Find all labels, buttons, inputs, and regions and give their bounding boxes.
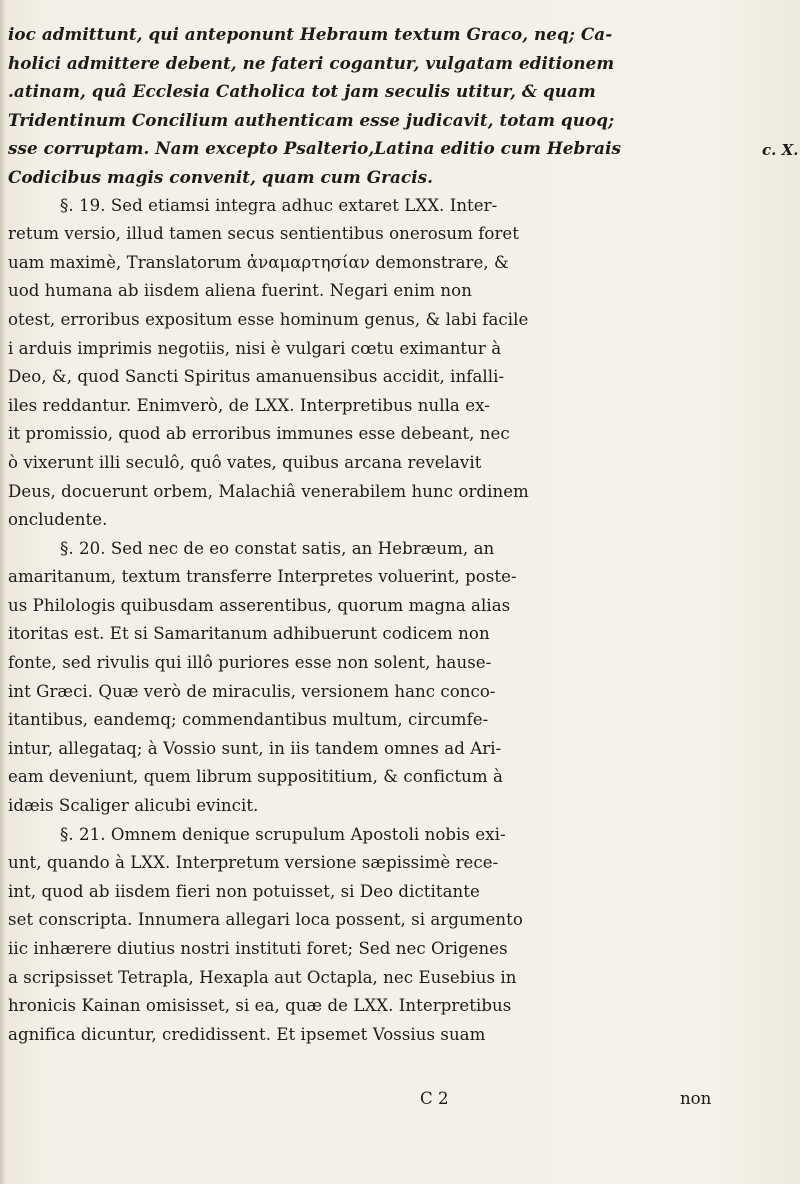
text-line: it promissio, quod ab erroribus immunes esse debeant, nec: [8, 424, 510, 444]
text-line: set conscripta. Innumera allegari loca possent, si argumento: [8, 910, 523, 930]
signature-mark: C 2: [420, 1089, 449, 1108]
text-line: Deus, docuerunt orbem, Malachiâ venerabilem hunc ordinem: [8, 481, 529, 501]
text-line: Codicibus magis convenit, quam cum Gracis.: [8, 166, 434, 187]
margin-note: c. X.: [762, 141, 799, 159]
text-line: §. 20. Sed nec de eo constat satis, an Hebræum, an: [60, 538, 495, 558]
text-line: uod humana ab iisdem aliena fuerint. Negari enim non: [8, 281, 472, 301]
text-line: .atinam, quâ Ecclesia Catholica tot jam seculis utitur, & quam: [8, 81, 596, 102]
text-line: retum versio, illud tamen secus sentientibus onerosum foret: [8, 224, 520, 244]
text-line: i arduis imprimis negotiis, nisi è vulgari cœtu eximantur à: [8, 338, 502, 358]
text-line: idæis Scaliger alicubi evincit.: [8, 796, 259, 816]
text-line: otest, erroribus expositum esse hominum genus, & labi facile: [8, 309, 529, 329]
text-line: Deo, &, quod Sancti Spiritus amanuensibus accidit, infalli-: [8, 367, 505, 387]
text-line: itantibus, eandemq; commendantibus multum, circumfe-: [8, 710, 489, 730]
text-line: int, quod ab iisdem fieri non potuisset, si Deo dictitante: [8, 881, 480, 901]
text-line: iic inhærere diutius nostri instituti foret; Sed nec Origenes: [8, 939, 508, 958]
page-gutter-shadow: [0, 0, 6, 1184]
text-line: ioc admittunt, qui anteponunt Hebraum textum Graco, neq; Ca-: [8, 24, 613, 44]
text-line: §. 21. Omnem denique scrupulum Apostoli nobis exi-: [60, 824, 506, 844]
text-line: a scripsisset Tetrapla, Hexapla aut Octapla, nec Eusebius in: [8, 967, 517, 987]
text-line: §. 19. Sed etiamsi integra adhuc extaret LXX. Inter-: [60, 195, 498, 215]
text-line: holici admittere debent, ne fateri cogantur, vulgatam editionem: [8, 52, 615, 73]
text-line: fonte, sed rivulis qui illô puriores esse non solent, hause-: [8, 653, 492, 673]
text-line: oncludente.: [8, 510, 108, 530]
text-line: ò vixerunt illi seculô, quô vates, quibus arcana revelavit: [8, 452, 482, 472]
text-line: us Philologis quibusdam asserentibus, quorum magna alias: [8, 595, 511, 615]
text-line: eam deveniunt, quem librum supposititium, & confictum à: [8, 767, 503, 787]
text-line: hronicis Kainan omisisset, si ea, quæ de LXX. Interpretibus: [8, 996, 512, 1016]
text-line: agnifica dicuntur, credidissent. Et ipsemet Vossius suam: [8, 1024, 486, 1044]
catchword: non: [680, 1089, 712, 1108]
text-line: int Græci. Quæ verò de miraculis, versionem hanc conco-: [8, 681, 496, 701]
text-line: unt, quando à LXX. Interpretum versione sæpissimè rece-: [8, 853, 499, 873]
text-line: sse corruptam. Nam excepto Psalterio,Latina editio cum Hebrais: [8, 138, 621, 159]
text-line: intur, allegataq; à Vossio sunt, in iis tandem omnes ad Ari-: [8, 738, 502, 758]
text-line: uam maximè, Translatorum ἀναμαρτησίαν demonstrare, &: [8, 252, 509, 272]
text-line: Tridentinum Concilium authenticam esse judicavit, totam quoq;: [8, 109, 615, 130]
body-text: [8, 20, 753, 1049]
text-line: amaritanum, textum transferre Interpretes voluerint, poste-: [8, 567, 517, 587]
text-line: itoritas est. Et si Samaritanum adhibuerunt codicem non: [8, 624, 490, 644]
text-line: iles reddantur. Enimverò, de LXX. Interpretibus nulla ex-: [8, 395, 490, 415]
